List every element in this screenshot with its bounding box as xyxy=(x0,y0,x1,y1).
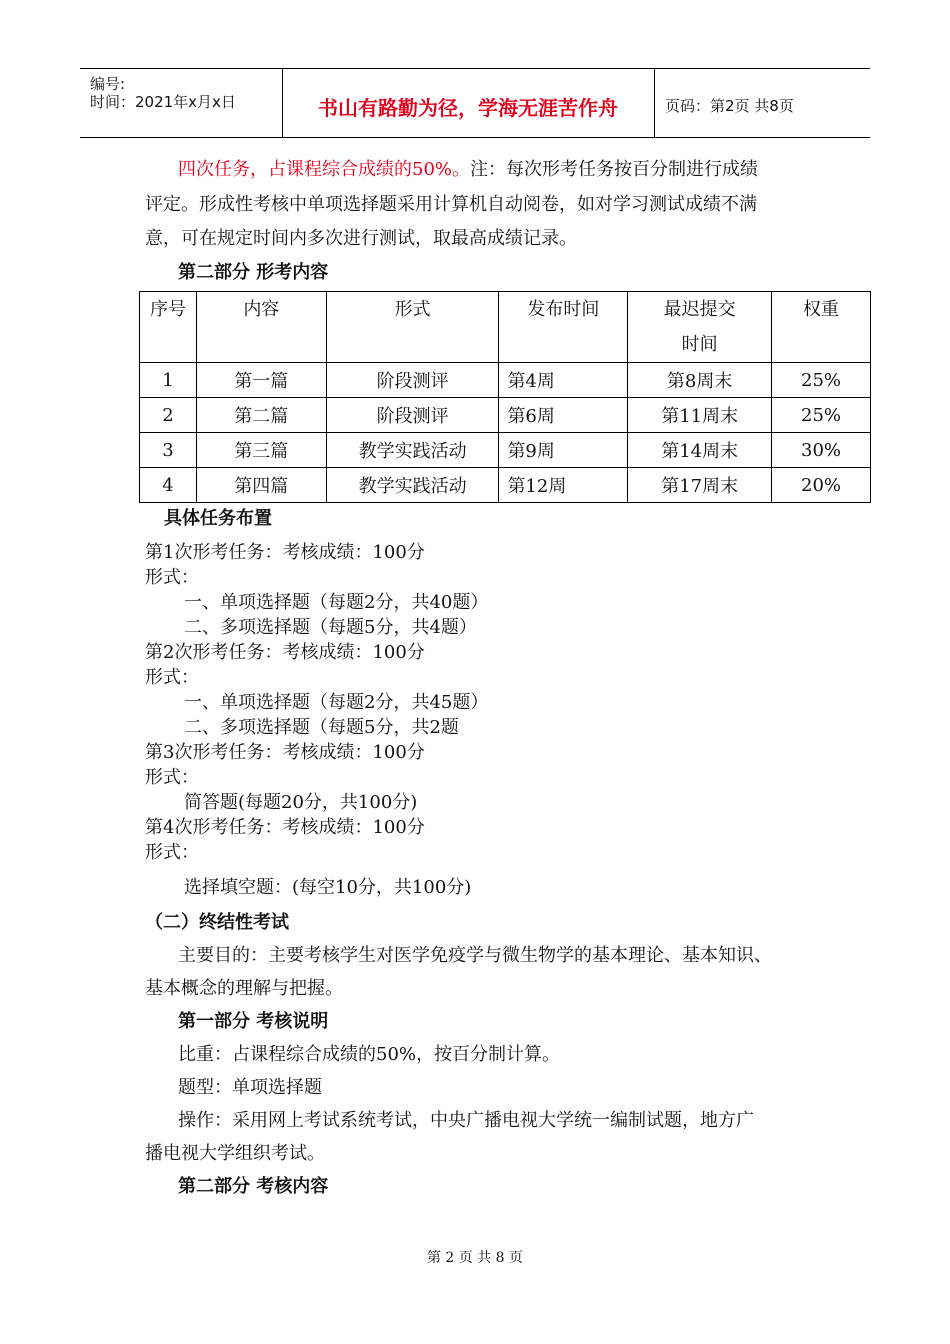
page-footer: 第 2 页 共 8 页 xyxy=(426,1250,524,1266)
table-header-row xyxy=(140,292,871,363)
cell-index: 2 xyxy=(140,398,197,433)
col-header-index: 序号 xyxy=(140,292,197,363)
section-title-form-content: 第二部分 形考内容 xyxy=(178,262,329,283)
col-header-form: 形式 xyxy=(326,292,499,363)
table-row xyxy=(140,468,871,503)
cell-weight: 25% xyxy=(772,363,871,398)
assessment-table xyxy=(139,291,871,503)
task-line: 第4次形考任务：考核成绩：100分 xyxy=(145,817,425,838)
cell-content: 第四篇 xyxy=(196,468,326,503)
col-header-release: 发布时间 xyxy=(499,292,628,363)
cell-deadline: 第14周末 xyxy=(628,433,772,468)
table-row xyxy=(140,363,871,398)
cell-weight: 25% xyxy=(772,398,871,433)
task-line: 选择填空题：(每空10分，共100分) xyxy=(184,877,472,898)
page-info: 页码：第2页 共8页 xyxy=(665,97,794,115)
task-line: 一、单项选择题（每题2分，共40题） xyxy=(184,592,489,613)
col-header-deadline xyxy=(628,292,772,363)
weight-line: 比重：占课程综合成绩的50%，按百分制计算。 xyxy=(178,1044,561,1065)
purpose-line-2: 基本概念的理解与把握。 xyxy=(145,978,343,999)
cell-index: 4 xyxy=(140,468,197,503)
operation-line-2: 播电视大学组织考试。 xyxy=(145,1143,325,1164)
cell-deadline: 第11周末 xyxy=(628,398,772,433)
motto: 书山有路勤为径，学海无涯苦作舟 xyxy=(318,96,618,120)
task-line: 第2次形考任务：考核成绩：100分 xyxy=(145,642,425,663)
qtype-line: 题型：单项选择题 xyxy=(178,1077,322,1098)
final-exam-title: （二）终结性考试 xyxy=(145,912,289,933)
task-line: 形式： xyxy=(145,667,199,688)
table-row xyxy=(140,398,871,433)
purpose-line-1: 主要目的：主要考核学生对医学免疫学与微生物学的基本理论、基本知识、 xyxy=(178,945,772,966)
intro-highlight: 四次任务，占课程综合成绩的50%。 xyxy=(178,159,471,180)
part1-title: 第一部分 考核说明 xyxy=(178,1011,329,1032)
cell-release: 第9周 xyxy=(499,433,628,468)
col-header-weight: 权重 xyxy=(772,292,871,363)
cell-form: 阶段测评 xyxy=(326,363,499,398)
cell-content: 第二篇 xyxy=(196,398,326,433)
number-label: 编号: xyxy=(90,75,126,93)
operation-line-1: 操作：采用网上考试系统考试，中央广播电视大学统一编制试题，地方广 xyxy=(178,1110,754,1131)
task-line: 二、多项选择题（每题5分，共2题 xyxy=(184,717,459,738)
col-header-deadline-l2: 时间 xyxy=(681,334,718,355)
cell-weight: 20% xyxy=(772,468,871,503)
time-label: 时间：2021年x月x日 xyxy=(90,93,236,111)
col-header-content: 内容 xyxy=(196,292,326,363)
intro-note: 注：每次形考任务按百分制进行成绩 xyxy=(470,159,759,180)
task-line: 形式： xyxy=(145,842,199,863)
part2-title: 第二部分 考核内容 xyxy=(178,1176,329,1197)
cell-form: 教学实践活动 xyxy=(326,468,499,503)
task-line: 一、单项选择题（每题2分，共45题） xyxy=(184,692,489,713)
col-header-deadline-l1: 最迟提交 xyxy=(663,299,736,320)
cell-form: 教学实践活动 xyxy=(326,433,499,468)
cell-form: 阶段测评 xyxy=(326,398,499,433)
cell-weight: 30% xyxy=(772,433,871,468)
tasks-title: 具体任务布置 xyxy=(164,508,272,529)
cell-index: 3 xyxy=(140,433,197,468)
task-line: 简答题(每题20分，共100分) xyxy=(184,792,418,813)
task-line: 二、多项选择题（每题5分，共4题） xyxy=(184,617,477,638)
task-line: 形式： xyxy=(145,767,199,788)
task-line: 形式： xyxy=(145,567,199,588)
cell-release: 第12周 xyxy=(499,468,628,503)
header-page-cell xyxy=(655,69,870,137)
cell-deadline: 第17周末 xyxy=(628,468,772,503)
intro-line-1 xyxy=(178,158,758,182)
intro-line-3: 意，可在规定时间内多次进行测试，取最高成绩记录。 xyxy=(145,228,577,249)
task-line: 第3次形考任务：考核成绩：100分 xyxy=(145,742,425,763)
cell-index: 1 xyxy=(140,363,197,398)
cell-release: 第6周 xyxy=(499,398,628,433)
page-header xyxy=(80,68,870,138)
task-line: 第1次形考任务：考核成绩：100分 xyxy=(145,542,425,563)
header-meta-cell xyxy=(80,69,283,137)
cell-deadline: 第8周末 xyxy=(628,363,772,398)
cell-content: 第一篇 xyxy=(196,363,326,398)
intro-line-2: 评定。形成性考核中单项选择题采用计算机自动阅卷，如对学习测试成绩不满 xyxy=(145,194,757,215)
header-motto-cell xyxy=(282,69,655,137)
table-row xyxy=(140,433,871,468)
cell-content: 第三篇 xyxy=(196,433,326,468)
cell-release: 第4周 xyxy=(499,363,628,398)
